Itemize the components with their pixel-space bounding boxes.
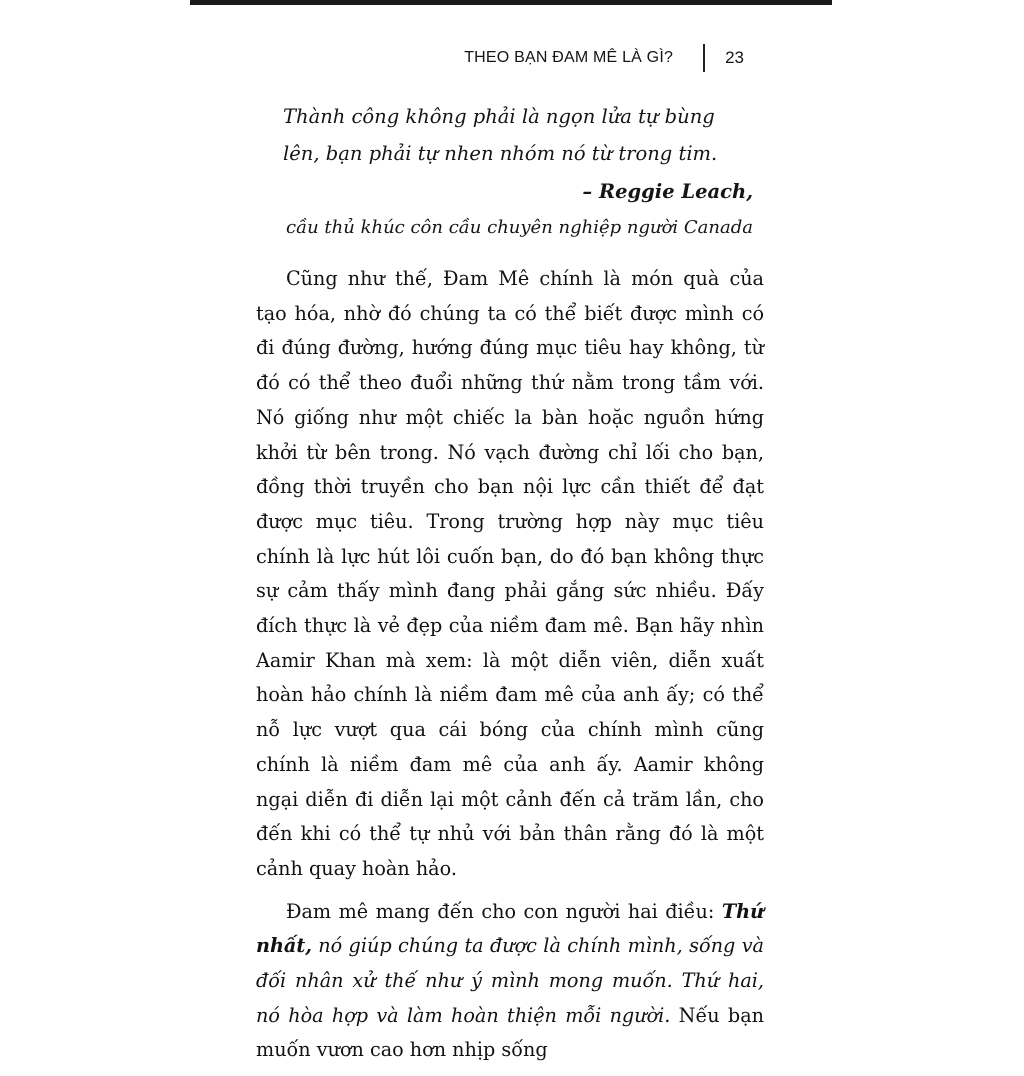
page-header: [464, 44, 744, 72]
body-text: [256, 262, 764, 1076]
paragraph-1: Cũng như thế, Đam Mê chính là món quà của tạo hóa, nhờ đó chúng ta có thể biết được mình có đi đúng đường, hướng đúng mục tiêu hay không, từ đó có thể theo đuổi những thứ nằm trong tầm với. Nó giống như một chiếc la bàn hoặc nguồn hứng khởi từ bên trong. Nó vạch đường chỉ lối cho bạn, đồng thời truyền cho bạn nội lực cần thiết để đạt được mục tiêu. Trong trường hợp này mục tiêu chính là lực hút lôi cuốn bạn, do đó bạn không thực sự cảm thấy mình đang phải gắng sức nhiều. Đấy đích thực là vẻ đẹp của niềm đam mê. Bạn hãy nhìn Aamir Khan mà xem: là một diễn viên, diễn xuất hoàn hảo chính là niềm đam mê của anh ấy; có thể nỗ lực vượt qua cái bóng của chính mình cũng chính là niềm đam mê của anh ấy. Aamir không ngại diễn đi diễn lại một cảnh đến cả trăm lần, cho đến khi có thể tự nhủ với bản thân rằng đó là một cảnh quay hoàn hảo.: [256, 267, 764, 880]
page-number: 23: [725, 48, 744, 67]
paragraph-2-italic-text: nó giúp chúng ta được là chính mình, sống và đối nhân xử thế như ý mình mong muốn. Thứ hai, nó hòa hợp và làm hoàn thiện mỗi người.: [256, 934, 764, 1027]
top-border-rule: [190, 0, 832, 5]
epigraph-quote: Thành công không phải là ngọn lửa tự bùng lên, bạn phải tự nhen nhóm nó từ trong tim.: [283, 105, 718, 165]
paragraph-2-lead: Đam mê mang đến cho con người hai điều:: [286, 899, 722, 923]
epigraph-author: – Reggie Leach,: [582, 180, 753, 203]
paragraph-2: [256, 895, 764, 1069]
epigraph-attribution: [283, 173, 753, 246]
epigraph: [283, 98, 753, 246]
paragraph-2-tail: Nếu bạn muốn vươn cao hơn nhịp sống: [256, 1003, 765, 1062]
paragraph-2-first-label: Thứ nhất,: [256, 899, 764, 958]
running-title: THEO BẠN ĐAM MÊ LÀ GÌ?: [464, 49, 674, 66]
epigraph-author-description: cầu thủ khúc côn cầu chuyên nghiệp người Canada: [286, 217, 753, 238]
header-divider: [703, 44, 705, 72]
